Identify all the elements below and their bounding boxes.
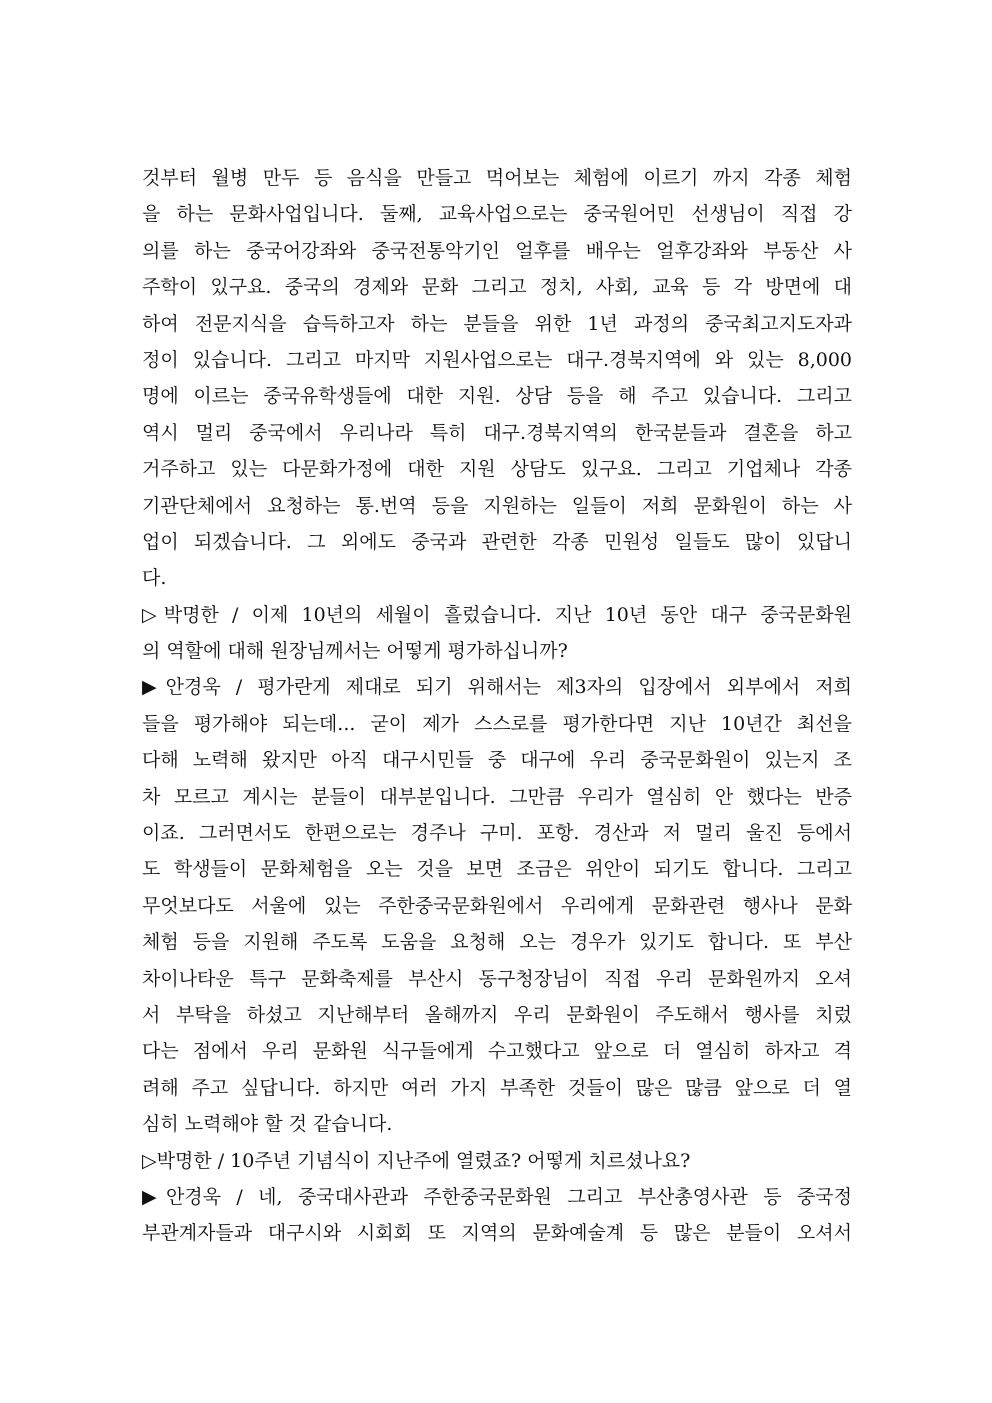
text-line: 업이 되겠습니다. 그 외에도 중국과 관련한 각종 민원성 일들도 많이 있답니 — [142, 530, 852, 553]
text-line: 이죠. 그러면서도 한편으로는 경주나 구미. 포항. 경산과 저 멀리 울진 등에서 — [142, 822, 852, 845]
text-line: 차 모르고 계시는 분들이 대부분입니다. 그만큼 우리가 열심히 안 했다는 반증 — [142, 785, 852, 808]
text-line: 역시 멀리 중국에서 우리나라 특히 대구.경북지역의 한국분들과 결혼을 하고 — [142, 421, 852, 444]
text-line: 거주하고 있는 다문화가정에 대한 지원 상담도 있구요. 그리고 기업체나 각종 — [142, 458, 852, 481]
text-line: 심히 노력해야 할 것 같습니다. — [142, 1113, 393, 1136]
text-line: 체험 등을 지원해 주도록 도움을 요청해 오는 경우가 있기도 합니다. 또 부산 — [142, 931, 852, 954]
text-line: 려해 주고 싶답니다. 하지만 여러 가지 부족한 것들이 많은 많큼 앞으로 더 열 — [142, 1076, 852, 1099]
text-line: 주학이 있구요. 중국의 경제와 문화 그리고 정치, 사회, 교육 등 각 방면에 대 — [142, 276, 852, 299]
text-line: 하여 전문지식을 습득하고자 하는 분들을 위한 1년 과정의 중국최고지도자과 — [142, 312, 852, 335]
text-line: 서 부탁을 하셨고 지난해부터 올해까지 우리 문화원이 주도해서 행사를 치렀 — [142, 1003, 852, 1026]
document-body — [142, 160, 852, 1252]
text-line: 의 역할에 대해 원장님께서는 어떻게 평가하십니까? — [142, 640, 568, 663]
text-line: 것부터 월병 만두 등 음식을 만들고 먹어보는 체험에 이르기 까지 각종 체험 — [142, 167, 852, 189]
text-line: 다. — [142, 567, 167, 590]
text-line: 정이 있습니다. 그리고 마지막 지원사업으로는 대구.경북지역에 와 있는 8,000 — [142, 348, 852, 371]
text-line: ▶안경욱 / 네, 중국대사관과 주한중국문화원 그리고 부산총영사관 등 중국정 — [142, 1185, 852, 1208]
text-line: 다해 노력해 왔지만 아직 대구시민들 중 대구에 우리 중국문화원이 있는지 조 — [142, 749, 852, 772]
text-line: 무엇보다도 서울에 있는 주한중국문화원에서 우리에게 문화관련 행사나 문화 — [142, 894, 852, 917]
text-line: 부관계자들과 대구시와 시회회 또 지역의 문화예술계 등 많은 분들이 오셔서 — [142, 1222, 852, 1245]
text-line: 차이나타운 특구 문화축제를 부산시 동구청장님이 직접 우리 문화원까지 오셔 — [142, 967, 852, 990]
text-line: 도 학생들이 문화체험을 오는 것을 보면 조금은 위안이 되기도 합니다. 그리고 — [142, 858, 852, 881]
text-line: 의를 하는 중국어강좌와 중국전통악기인 얼후를 배우는 얼후강좌와 부동산 사 — [142, 239, 852, 262]
text-line: ▷박명한 / 이제 10년의 세월이 흘렀습니다. 지난 10년 동안 대구 중국문화원 — [142, 603, 852, 626]
text-line: 을 하는 문화사업입니다. 둘째, 교육사업으로는 중국원어민 선생님이 직접 강 — [142, 203, 852, 226]
text-line: 기관단체에서 요청하는 통.번역 등을 지원하는 일들이 저희 문화원이 하는 사 — [142, 494, 852, 517]
text-line: ▶안경욱 / 평가란게 제대로 되기 위해서는 제3자의 입장에서 외부에서 저희 — [142, 676, 852, 699]
text-line: 명에 이르는 중국유학생들에 대한 지원. 상담 등을 해 주고 있습니다. 그리고 — [142, 385, 852, 408]
text-line: 들을 평가해야 되는데... 굳이 제가 스스로를 평가한다면 지난 10년간 최선을 — [142, 712, 852, 735]
text-line: 다는 점에서 우리 문화원 식구들에게 수고했다고 앞으로 더 열심히 하자고 격 — [142, 1040, 852, 1063]
text-line: ▷박명한 / 10주년 기념식이 지난주에 열렸죠? 어떻게 치르셨나요? — [142, 1149, 691, 1172]
